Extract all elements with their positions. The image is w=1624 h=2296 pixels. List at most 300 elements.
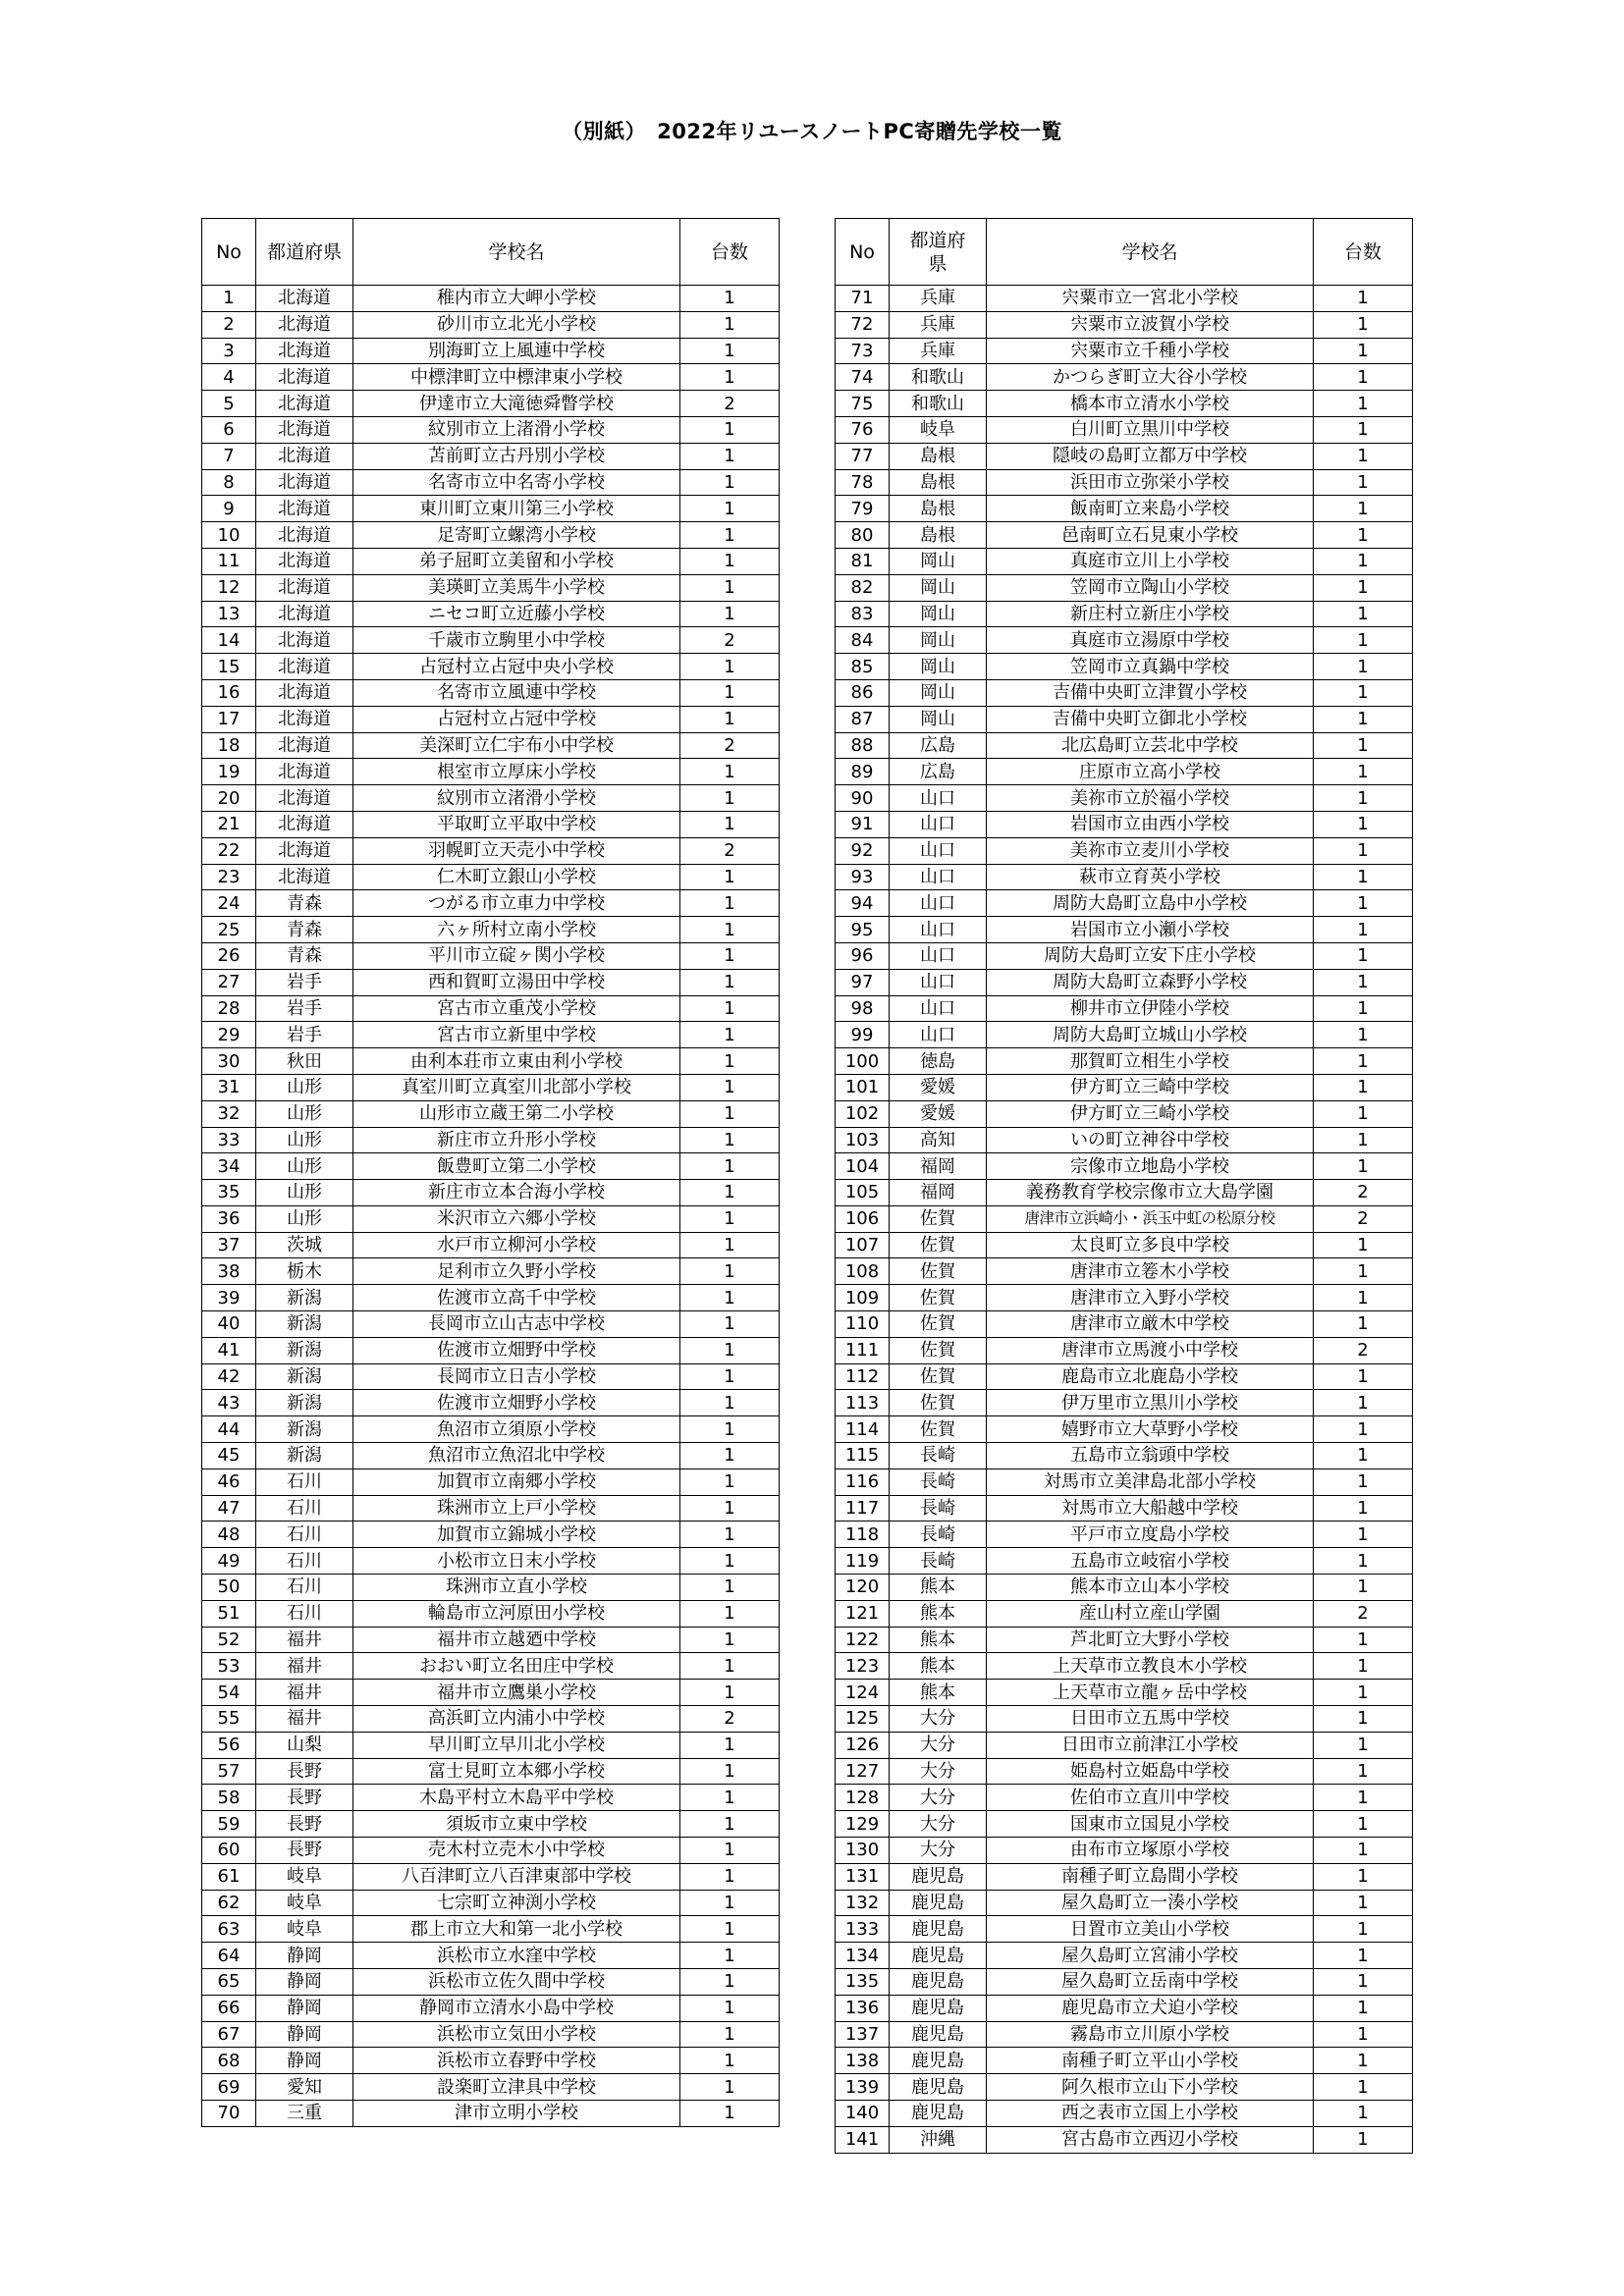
- table-row: [202, 1995, 780, 2021]
- school-name-cell: 宮古市立新里中学校: [353, 1022, 680, 1048]
- count-cell: 1: [680, 1153, 780, 1180]
- row-number: 119: [836, 1548, 890, 1575]
- row-number: 23: [202, 864, 256, 890]
- school-name-cell: 周防大島町立城山小学校: [987, 1022, 1314, 1048]
- school-name-cell: 美深町立仁宇布小中学校: [353, 732, 680, 759]
- table-row: [202, 837, 780, 864]
- count-cell: 1: [680, 1337, 780, 1363]
- school-name-cell: 新庄村立新庄小学校: [987, 601, 1314, 627]
- count-cell: 1: [1314, 2021, 1413, 2048]
- school-name-cell: 那賀町立相生小学校: [987, 1048, 1314, 1075]
- table-row: [836, 1443, 1413, 1469]
- table-row: [202, 1205, 780, 1232]
- count-cell: 1: [1314, 1995, 1413, 2021]
- row-number: 41: [202, 1337, 256, 1363]
- prefecture-cell: 熊本: [890, 1653, 987, 1680]
- row-number: 57: [202, 1758, 256, 1785]
- count-cell: 1: [1314, 443, 1413, 469]
- prefecture-cell: 広島: [890, 759, 987, 785]
- prefecture-cell: 沖縄: [890, 2126, 987, 2153]
- row-number: 6: [202, 416, 256, 443]
- count-cell: 1: [680, 1680, 780, 1706]
- table-row: [836, 391, 1413, 417]
- count-cell: 1: [680, 286, 780, 312]
- table-row: [836, 1390, 1413, 1416]
- prefecture-cell: 長崎: [890, 1522, 987, 1548]
- school-name-cell: 宍粟市立千種小学校: [987, 338, 1314, 364]
- prefecture-cell: 岐阜: [256, 1863, 353, 1890]
- school-name-cell: 産山村立産山学園: [987, 1600, 1314, 1627]
- table-row: [836, 1495, 1413, 1522]
- row-number: 31: [202, 1074, 256, 1100]
- table-row: [202, 627, 780, 654]
- table-row: [836, 1995, 1413, 2021]
- count-cell: 1: [1314, 1074, 1413, 1100]
- table-row: [836, 917, 1413, 943]
- table-row: [202, 1100, 780, 1127]
- school-name-cell: 屋久島町立岳南中学校: [987, 1969, 1314, 1996]
- school-name-cell: 弟子屈町立美留和小学校: [353, 548, 680, 574]
- prefecture-cell: 熊本: [890, 1575, 987, 1601]
- row-number: 84: [836, 627, 890, 654]
- prefecture-cell: 福井: [256, 1653, 353, 1680]
- count-cell: 1: [680, 1522, 780, 1548]
- count-cell: 1: [680, 864, 780, 890]
- school-name-cell: 日田市立五馬中学校: [987, 1706, 1314, 1733]
- row-number: 110: [836, 1311, 890, 1338]
- school-name-cell: 由布市立塚原小学校: [987, 1838, 1314, 1864]
- school-name-cell: 岩国市立由西小学校: [987, 811, 1314, 837]
- count-cell: 2: [1314, 1600, 1413, 1627]
- count-cell: 1: [1314, 917, 1413, 943]
- school-name-cell: 屋久島町立一湊小学校: [987, 1890, 1314, 1916]
- row-number: 62: [202, 1890, 256, 1916]
- row-number: 74: [836, 364, 890, 391]
- prefecture-cell: 山口: [890, 864, 987, 890]
- table-row: [836, 2048, 1413, 2074]
- table-row: [836, 890, 1413, 917]
- school-name-cell: 福井市立鷹巣小学校: [353, 1680, 680, 1706]
- count-cell: 1: [680, 311, 780, 338]
- school-name-cell: 名寄市立中名寄小学校: [353, 469, 680, 496]
- table-row: [202, 1811, 780, 1838]
- count-cell: 2: [680, 391, 780, 417]
- count-cell: 1: [1314, 1048, 1413, 1075]
- row-number: 93: [836, 864, 890, 890]
- prefecture-cell: 北海道: [256, 601, 353, 627]
- count-cell: 1: [1314, 548, 1413, 574]
- prefecture-cell: 大分: [890, 1785, 987, 1811]
- prefecture-cell: 山形: [256, 1074, 353, 1100]
- school-name-cell: 足寄町立螺湾小学校: [353, 522, 680, 549]
- count-cell: 1: [680, 548, 780, 574]
- table-row: [836, 338, 1413, 364]
- table-row: [836, 1285, 1413, 1311]
- row-number: 77: [836, 443, 890, 469]
- prefecture-cell: 北海道: [256, 311, 353, 338]
- prefecture-cell: 北海道: [256, 759, 353, 785]
- count-cell: 1: [680, 1443, 780, 1469]
- row-number: 73: [836, 338, 890, 364]
- prefecture-cell: 鹿児島: [890, 1863, 987, 1890]
- count-cell: 1: [680, 1495, 780, 1522]
- row-number: 94: [836, 890, 890, 917]
- table-header-row: [836, 219, 1413, 286]
- school-name-cell: 浜松市立佐久間中学校: [353, 1969, 680, 1996]
- prefecture-cell: 大分: [890, 1732, 987, 1758]
- prefecture-cell: 北海道: [256, 654, 353, 680]
- prefecture-cell: 山形: [256, 1100, 353, 1127]
- school-name-cell: 姫島村立姫島中学校: [987, 1758, 1314, 1785]
- row-number: 82: [836, 574, 890, 601]
- row-number: 54: [202, 1680, 256, 1706]
- row-number: 27: [202, 969, 256, 995]
- table-row: [202, 1127, 780, 1153]
- count-cell: 1: [680, 1758, 780, 1785]
- prefecture-cell: 山形: [256, 1127, 353, 1153]
- count-cell: 1: [680, 522, 780, 549]
- row-number: 95: [836, 917, 890, 943]
- table-row: [202, 2100, 780, 2126]
- table-row: [836, 1863, 1413, 1890]
- school-name-cell: 唐津市立浜崎小・浜玉中虹の松原分校: [987, 1205, 1314, 1232]
- prefecture-cell: 福井: [256, 1680, 353, 1706]
- row-number: 60: [202, 1838, 256, 1864]
- count-cell: 1: [1314, 890, 1413, 917]
- table-row: [836, 785, 1413, 812]
- table-row: [202, 338, 780, 364]
- prefecture-cell: 石川: [256, 1468, 353, 1495]
- prefecture-cell: 静岡: [256, 2021, 353, 2048]
- prefecture-cell: 山口: [890, 995, 987, 1022]
- school-name-cell: 橋本市立清水小学校: [987, 391, 1314, 417]
- row-number: 80: [836, 522, 890, 549]
- count-cell: 2: [680, 732, 780, 759]
- row-number: 134: [836, 1943, 890, 1969]
- row-number: 21: [202, 811, 256, 837]
- school-name-cell: 富士見町立本郷小学校: [353, 1758, 680, 1785]
- row-number: 45: [202, 1443, 256, 1469]
- school-name-cell: 郡上市立大和第一北小学校: [353, 1916, 680, 1943]
- table-row: [836, 864, 1413, 890]
- table-row: [202, 1232, 780, 1258]
- row-number: 53: [202, 1653, 256, 1680]
- school-name-cell: 魚沼市立須原小学校: [353, 1416, 680, 1443]
- count-cell: 1: [680, 1811, 780, 1838]
- prefecture-cell: 北海道: [256, 627, 353, 654]
- school-name-cell: 浜松市立春野中学校: [353, 2048, 680, 2074]
- prefecture-cell: 山口: [890, 890, 987, 917]
- school-name-cell: 南種子町立平山小学校: [987, 2048, 1314, 2074]
- prefecture-cell: 栃木: [256, 1258, 353, 1285]
- count-cell: 1: [1314, 1232, 1413, 1258]
- prefecture-cell: 佐賀: [890, 1311, 987, 1338]
- row-number: 126: [836, 1732, 890, 1758]
- prefecture-cell: 北海道: [256, 522, 353, 549]
- school-name-cell: 太良町立多良中学校: [987, 1232, 1314, 1258]
- count-cell: 1: [680, 1785, 780, 1811]
- count-cell: 1: [680, 1363, 780, 1390]
- count-cell: 1: [1314, 679, 1413, 706]
- count-cell: 2: [680, 837, 780, 864]
- count-cell: 1: [1314, 1732, 1413, 1758]
- row-number: 13: [202, 601, 256, 627]
- count-cell: 1: [1314, 522, 1413, 549]
- table-row: [202, 1838, 780, 1864]
- table-row: [836, 1838, 1413, 1864]
- prefecture-cell: 愛媛: [890, 1100, 987, 1127]
- count-cell: 1: [680, 496, 780, 522]
- table-row: [202, 864, 780, 890]
- row-number: 116: [836, 1468, 890, 1495]
- table-row: [202, 759, 780, 785]
- table-row: [202, 1022, 780, 1048]
- count-cell: 1: [1314, 942, 1413, 969]
- table-row: [836, 311, 1413, 338]
- row-number: 135: [836, 1969, 890, 1996]
- row-number: 132: [836, 1890, 890, 1916]
- prefecture-cell: 佐賀: [890, 1416, 987, 1443]
- count-cell: 1: [680, 1995, 780, 2021]
- school-name-cell: かつらぎ町立大谷小学校: [987, 364, 1314, 391]
- row-number: 87: [836, 706, 890, 732]
- table-row: [202, 1732, 780, 1758]
- row-number: 29: [202, 1022, 256, 1048]
- count-cell: 1: [1314, 416, 1413, 443]
- prefecture-cell: 大分: [890, 1706, 987, 1733]
- count-cell: 1: [1314, 311, 1413, 338]
- school-name-cell: 八百津町立八百津東部中学校: [353, 1863, 680, 1890]
- table-row: [836, 416, 1413, 443]
- row-number: 69: [202, 2074, 256, 2101]
- prefecture-cell: 長野: [256, 1811, 353, 1838]
- school-name-cell: 別海町立上風連中学校: [353, 338, 680, 364]
- school-name-cell: 名寄市立風連中学校: [353, 679, 680, 706]
- prefecture-cell: 愛媛: [890, 1074, 987, 1100]
- row-number: 96: [836, 942, 890, 969]
- prefecture-cell: 鹿児島: [890, 2100, 987, 2126]
- row-number: 124: [836, 1680, 890, 1706]
- table-row: [202, 654, 780, 680]
- school-name-cell: いの町立神谷中学校: [987, 1127, 1314, 1153]
- row-number: 56: [202, 1732, 256, 1758]
- table-row: [836, 2100, 1413, 2126]
- school-table-right: [835, 218, 1413, 2154]
- school-name-cell: 美祢市立於福小学校: [987, 785, 1314, 812]
- row-number: 83: [836, 601, 890, 627]
- prefecture-cell: 岐阜: [256, 1890, 353, 1916]
- prefecture-cell: 鹿児島: [890, 1995, 987, 2021]
- count-cell: 1: [680, 416, 780, 443]
- school-name-cell: 水戸市立柳河小学校: [353, 1232, 680, 1258]
- document-title: （別紙） 2022年リユースノートPC寄贈先学校一覧: [562, 120, 1062, 143]
- table-body-left: [202, 286, 780, 2127]
- school-name-cell: 平戸市立度島小学校: [987, 1522, 1314, 1548]
- prefecture-cell: 北海道: [256, 574, 353, 601]
- prefecture-cell: 北海道: [256, 837, 353, 864]
- table-row: [836, 286, 1413, 312]
- school-name-cell: 西之表市立国上小学校: [987, 2100, 1314, 2126]
- prefecture-cell: 福岡: [890, 1153, 987, 1180]
- row-number: 130: [836, 1838, 890, 1864]
- table-row: [836, 1100, 1413, 1127]
- header-prefecture: 都道府 県: [890, 219, 987, 286]
- school-name-cell: 加賀市立錦城小学校: [353, 1522, 680, 1548]
- count-cell: 1: [1314, 785, 1413, 812]
- count-cell: 1: [1314, 2048, 1413, 2074]
- table-row: [836, 811, 1413, 837]
- count-cell: 1: [680, 1600, 780, 1627]
- prefecture-cell: 新潟: [256, 1285, 353, 1311]
- count-cell: 1: [680, 679, 780, 706]
- school-name-cell: 隠岐の島町立都万中学校: [987, 443, 1314, 469]
- row-number: 16: [202, 679, 256, 706]
- prefecture-cell: 石川: [256, 1575, 353, 1601]
- count-cell: 1: [1314, 1468, 1413, 1495]
- school-name-cell: 南種子町立島間小学校: [987, 1863, 1314, 1890]
- prefecture-cell: 熊本: [890, 1600, 987, 1627]
- row-number: 51: [202, 1600, 256, 1627]
- row-number: 88: [836, 732, 890, 759]
- row-number: 32: [202, 1100, 256, 1127]
- school-name-cell: 宍粟市立波賀小学校: [987, 311, 1314, 338]
- table-row: [202, 1890, 780, 1916]
- table-row: [202, 995, 780, 1022]
- prefecture-cell: 岡山: [890, 601, 987, 627]
- row-number: 3: [202, 338, 256, 364]
- table-row: [836, 1180, 1413, 1206]
- school-name-cell: 売木村立売木小中学校: [353, 1838, 680, 1864]
- table-row: [202, 1180, 780, 1206]
- row-number: 100: [836, 1048, 890, 1075]
- table-row: [836, 1969, 1413, 1996]
- count-cell: 1: [1314, 811, 1413, 837]
- count-cell: 1: [1314, 1943, 1413, 1969]
- count-cell: 1: [1314, 469, 1413, 496]
- count-cell: 1: [1314, 1890, 1413, 1916]
- row-number: 52: [202, 1627, 256, 1653]
- prefecture-cell: 長崎: [890, 1495, 987, 1522]
- count-cell: 1: [1314, 1969, 1413, 1996]
- table-row: [202, 496, 780, 522]
- table-row: [836, 1758, 1413, 1785]
- prefecture-cell: 鹿児島: [890, 1890, 987, 1916]
- school-name-cell: 唐津市立箞木小学校: [987, 1258, 1314, 1285]
- school-name-cell: 周防大島町立安下庄小学校: [987, 942, 1314, 969]
- count-cell: 1: [680, 1916, 780, 1943]
- table-row: [202, 969, 780, 995]
- table-row: [202, 601, 780, 627]
- row-number: 104: [836, 1153, 890, 1180]
- prefecture-cell: 長野: [256, 1785, 353, 1811]
- prefecture-cell: 高知: [890, 1127, 987, 1153]
- row-number: 47: [202, 1495, 256, 1522]
- count-cell: 1: [1314, 1443, 1413, 1469]
- prefecture-cell: 長崎: [890, 1548, 987, 1575]
- row-number: 34: [202, 1153, 256, 1180]
- prefecture-cell: 静岡: [256, 1943, 353, 1969]
- count-cell: 1: [1314, 2126, 1413, 2153]
- school-name-cell: 西和賀町立湯田中学校: [353, 969, 680, 995]
- school-name-cell: 伊万里市立黒川小学校: [987, 1390, 1314, 1416]
- row-number: 50: [202, 1575, 256, 1601]
- table-row: [202, 1468, 780, 1495]
- school-name-cell: 早川町立早川北小学校: [353, 1732, 680, 1758]
- school-name-cell: 新庄市立本合海小学校: [353, 1180, 680, 1206]
- table-row: [202, 391, 780, 417]
- row-number: 36: [202, 1205, 256, 1232]
- prefecture-cell: 岐阜: [256, 1916, 353, 1943]
- count-cell: 1: [680, 1390, 780, 1416]
- count-cell: 1: [1314, 286, 1413, 312]
- prefecture-cell: 和歌山: [890, 391, 987, 417]
- prefecture-cell: 山口: [890, 969, 987, 995]
- row-number: 129: [836, 1811, 890, 1838]
- count-cell: 1: [1314, 1863, 1413, 1890]
- row-number: 25: [202, 917, 256, 943]
- school-name-cell: 鹿児島市立犬迫小学校: [987, 1995, 1314, 2021]
- prefecture-cell: 長野: [256, 1838, 353, 1864]
- prefecture-cell: 兵庫: [890, 338, 987, 364]
- table-row: [836, 1548, 1413, 1575]
- table-row: [202, 416, 780, 443]
- school-name-cell: 千歳市立駒里小中学校: [353, 627, 680, 654]
- table-row: [202, 942, 780, 969]
- row-number: 59: [202, 1811, 256, 1838]
- table-row: [836, 1653, 1413, 1680]
- prefecture-cell: 岡山: [890, 548, 987, 574]
- prefecture-cell: 和歌山: [890, 364, 987, 391]
- prefecture-cell: 鹿児島: [890, 1916, 987, 1943]
- prefecture-cell: 兵庫: [890, 286, 987, 312]
- row-number: 11: [202, 548, 256, 574]
- count-cell: 1: [680, 969, 780, 995]
- school-table-left: [201, 218, 780, 2127]
- prefecture-cell: 北海道: [256, 338, 353, 364]
- prefecture-cell: 岡山: [890, 706, 987, 732]
- table-row: [202, 890, 780, 917]
- row-number: 75: [836, 391, 890, 417]
- table-row: [202, 1785, 780, 1811]
- school-name-cell: 周防大島町立島中小学校: [987, 890, 1314, 917]
- row-number: 111: [836, 1337, 890, 1363]
- count-cell: 1: [1314, 2074, 1413, 2101]
- school-name-cell: 上天草市立教良木小学校: [987, 1653, 1314, 1680]
- school-name-cell: 庄原市立高小学校: [987, 759, 1314, 785]
- header-school-name: 学校名: [987, 219, 1314, 286]
- count-cell: 1: [680, 338, 780, 364]
- table-row: [202, 1600, 780, 1627]
- count-cell: 1: [680, 1416, 780, 1443]
- prefecture-cell: 佐賀: [890, 1363, 987, 1390]
- prefecture-cell: 大分: [890, 1838, 987, 1864]
- count-cell: 1: [1314, 1575, 1413, 1601]
- row-number: 37: [202, 1232, 256, 1258]
- count-cell: 1: [680, 917, 780, 943]
- table-row: [202, 522, 780, 549]
- row-number: 81: [836, 548, 890, 574]
- prefecture-cell: 青森: [256, 890, 353, 917]
- row-number: 107: [836, 1232, 890, 1258]
- school-name-cell: 五島市立翁頭中学校: [987, 1443, 1314, 1469]
- table-row: [836, 1232, 1413, 1258]
- prefecture-cell: 熊本: [890, 1680, 987, 1706]
- table-row: [836, 706, 1413, 732]
- table-row: [202, 1363, 780, 1390]
- count-cell: 1: [680, 2048, 780, 2074]
- table-row: [836, 601, 1413, 627]
- table-row: [202, 811, 780, 837]
